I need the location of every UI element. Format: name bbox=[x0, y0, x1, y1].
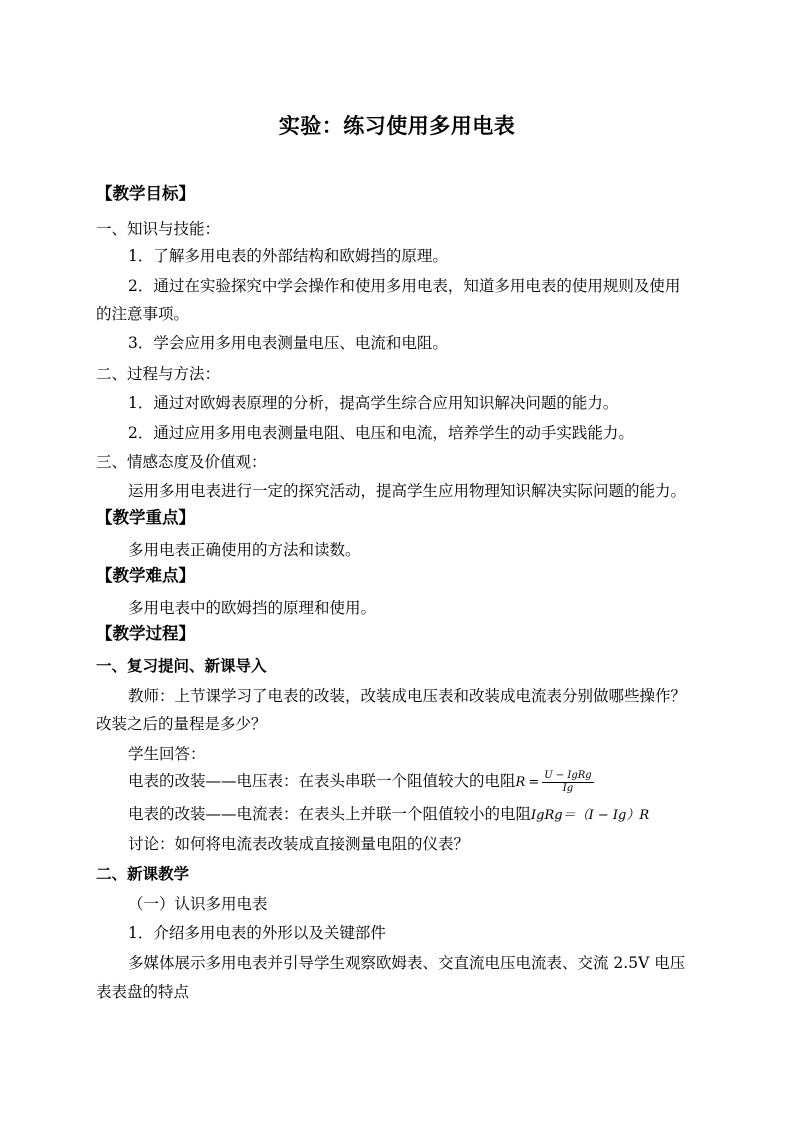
formula-voltage-denominator: Ig bbox=[562, 783, 574, 794]
step2-subtitle: （一）认识多用电表 bbox=[128, 895, 268, 913]
goal1-item2-line1: 2．通过在实验探究中学会操作和使用多用电表，知道多用电表的使用规则及使用 bbox=[128, 277, 681, 295]
formula-voltage-numerator: U − IgRg bbox=[544, 770, 592, 781]
voltmeter-text: 电表的改装——电压表：在表头串联一个阻值较大的电阻 bbox=[128, 772, 516, 790]
step2-item1: 1．介绍多用电表的外形以及关键部件 bbox=[128, 924, 386, 942]
step1-title: 一、复习提问、新课导入 bbox=[96, 656, 267, 675]
key-points-text: 多用电表正确使用的方法和读数。 bbox=[128, 541, 361, 559]
formula-voltage-fraction bbox=[542, 770, 593, 795]
goal3-title: 三、情感态度及价值观： bbox=[96, 453, 267, 471]
page-title: 实验：练习使用多用电表 bbox=[278, 113, 516, 138]
formula-voltage bbox=[515, 770, 594, 794]
formula-voltage-lhs: R bbox=[515, 775, 526, 790]
formula-voltage-eq: = bbox=[528, 775, 540, 790]
goals-header: 【教学目标】 bbox=[96, 184, 195, 203]
goal1-title: 一、知识与技能： bbox=[96, 220, 221, 238]
step1-teacher-line2: 改装之后的量程是多少？ bbox=[96, 715, 267, 733]
goal1-item2-line2: 的注意事项。 bbox=[96, 305, 190, 323]
goal1-item1: 1．了解多用电表的外部结构和欧姆挡的原理。 bbox=[128, 247, 448, 265]
step2-para-line1: 多媒体展示多用电表并引导学生观察欧姆表、交直流电压电流表、交流 2.5V 电压 bbox=[128, 954, 686, 972]
process-header: 【教学过程】 bbox=[96, 624, 195, 643]
goal1-item3: 3．学会应用多用电表测量电压、电流和电阻。 bbox=[128, 334, 448, 352]
goal3-item1: 运用多用电表进行一定的探究活动，提高学生应用物理知识解决实际问题的能力。 bbox=[128, 482, 687, 500]
formula-current: IgRg＝（I − Ig）R bbox=[531, 808, 650, 823]
step2-para-line2: 表表盘的特点 bbox=[96, 983, 190, 1001]
difficulties-header: 【教学难点】 bbox=[96, 566, 195, 585]
step1-student-answer: 学生回答： bbox=[128, 745, 206, 763]
goal2-item1: 1．通过对欧姆表原理的分析，提高学生综合应用知识解决问题的能力。 bbox=[128, 394, 619, 412]
step1-discussion: 讨论：如何将电流表改装成直接测量电阻的仪表？ bbox=[128, 835, 470, 853]
key-points-header: 【教学重点】 bbox=[96, 508, 195, 527]
step2-title: 二、新课教学 bbox=[96, 864, 190, 883]
step1-teacher-line1: 教师：上节课学习了电表的改装，改装成电压表和改装成电流表分别做哪些操作？ bbox=[128, 687, 687, 705]
goal2-item2: 2．通过应用多用电表测量电阻、电压和电流，培养学生的动手实践能力。 bbox=[128, 424, 634, 442]
difficulties-text: 多用电表中的欧姆挡的原理和使用。 bbox=[128, 599, 377, 617]
goal2-title: 二、过程与方法： bbox=[96, 365, 221, 383]
ammeter-text: 电表的改装——电流表：在表头上并联一个阻值较小的电阻 bbox=[128, 805, 532, 823]
step1-voltmeter-line bbox=[128, 770, 594, 795]
step1-ammeter-line bbox=[128, 804, 649, 826]
